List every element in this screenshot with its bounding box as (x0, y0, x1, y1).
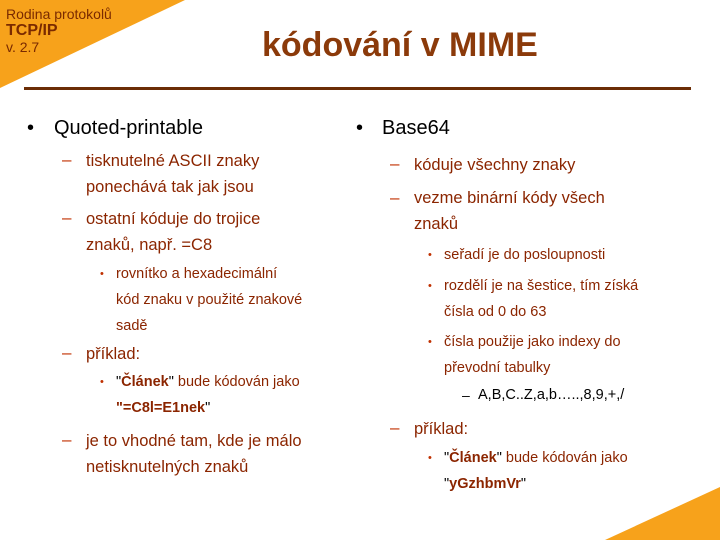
course-line-3: v. 2.7 (6, 39, 40, 55)
right-sub-2: rozdělí je na šestice, tím získá čísla od 0 do 63 (444, 278, 639, 320)
course-line-2: TCP/IP (6, 22, 58, 39)
left-sub-1: rovnítko a hexadecimální kód znaku v použité znakové sadě (116, 266, 303, 334)
left-item-3: příklad: (86, 345, 141, 363)
left-item-2: ostatní kóduje do trojice znaků, např. =C8 (86, 210, 261, 254)
right-sub-3: čísla použije jako indexy do převodní tabulky (444, 334, 621, 376)
dash-marker: – (390, 188, 400, 207)
sub-bullet-marker: • (100, 268, 104, 280)
bullet-marker: • (27, 117, 35, 139)
dash-marker: – (462, 387, 470, 403)
right-item-3: příklad: (414, 420, 469, 438)
right-heading: Base64 (382, 117, 450, 139)
sub-bullet-marker: • (428, 336, 432, 348)
dash-marker: – (62, 208, 72, 227)
dash-marker: – (62, 343, 72, 362)
right-item-2: vezme binární kódy všech znaků (414, 189, 605, 233)
right-sub-1: seřadí je do posloupnosti (444, 247, 606, 263)
slide-title: kódování v MIME (262, 26, 538, 64)
course-label (6, 6, 112, 55)
title-divider (24, 87, 691, 90)
dash-marker: – (390, 154, 400, 173)
right-example: "Článek" bude kódován jako "yGzhbmVr" (444, 450, 628, 492)
sub-bullet-marker: • (428, 452, 432, 464)
left-heading: Quoted-printable (54, 117, 203, 139)
left-item-1: tisknutelné ASCII znaky ponechává tak jak jsou (86, 152, 260, 196)
left-example: "Článek" bude kódován jako "=C8l=E1nek" (116, 374, 300, 416)
right-sub-3-item: A,B,C..Z,a,b…..,8,9,+,/ (478, 387, 625, 403)
sub-bullet-marker: • (100, 376, 104, 388)
sub-bullet-marker: • (428, 280, 432, 292)
dash-marker: – (390, 418, 400, 437)
dash-marker: – (62, 150, 72, 169)
left-item-4: je to vhodné tam, kde je málo netisknutelných znaků (86, 432, 302, 476)
bullet-marker: • (356, 117, 364, 139)
sub-bullet-marker: • (428, 249, 432, 261)
right-item-1: kóduje všechny znaky (414, 156, 576, 174)
dash-marker: – (62, 430, 72, 449)
course-line-1: Rodina protokolů (6, 6, 112, 22)
